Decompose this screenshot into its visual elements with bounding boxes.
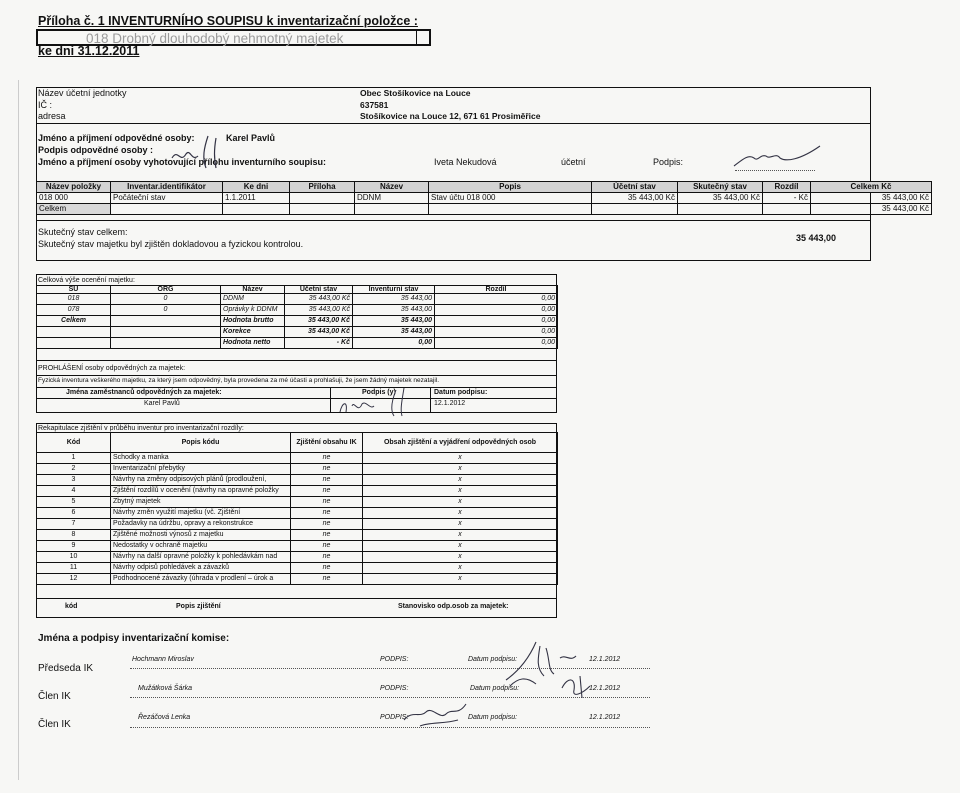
table-cell: ne (291, 486, 363, 497)
creator-role: účetní (561, 157, 586, 167)
col-header: Popis kódu (111, 433, 291, 453)
table-row (37, 541, 558, 552)
table-cell (37, 338, 111, 349)
decl-date: 12.1.2012 (434, 400, 466, 407)
ic-value: 637581 (360, 100, 389, 110)
table-cell: x (363, 497, 558, 508)
table-cell (111, 338, 221, 349)
table-cell: Zbytný majetek (111, 497, 291, 508)
table-row (37, 574, 558, 585)
col-header: Rozdíl (763, 182, 811, 193)
col-header: Popis (429, 182, 592, 193)
col-header: Zjištění obsahu IK (291, 433, 363, 453)
table-cell: 1.1.2011 (223, 193, 290, 204)
table-cell: 0,00 (435, 338, 558, 349)
table-cell: DDNM (221, 294, 285, 305)
col-header: Kód (37, 433, 111, 453)
table-cell: 35 443,00 (353, 316, 435, 327)
table-cell: 12 (37, 574, 111, 585)
creator-sign-label: Podpis: (653, 157, 684, 167)
table-cell: 35 443,00 (353, 327, 435, 338)
unit-name-value: Obec Stošíkovice na Louce (360, 88, 471, 98)
document-title: Příloha č. 1 INVENTURNÍHO SOUPISU k inventarizační položce : (38, 14, 418, 28)
table-row (37, 338, 558, 349)
table-cell: Schodky a manka (111, 453, 291, 464)
table-cell: 3 (37, 475, 111, 486)
table-cell: 0 (111, 305, 221, 316)
table-cell: DDNM (355, 193, 429, 204)
table-cell: Hodnota brutto (221, 316, 285, 327)
table-cell: 35 443,00 Kč (285, 305, 353, 316)
table-cell: 0,00 (435, 327, 558, 338)
address-label: adresa (38, 111, 66, 121)
table-cell: 35 443,00 Kč (592, 193, 678, 204)
table-cell (37, 327, 111, 338)
table-cell: x (363, 574, 558, 585)
table-cell: Korekce (221, 327, 285, 338)
declaration-title: PROHLÁŠENÍ osoby odpovědných za majetek: (38, 365, 186, 372)
total-label: Celkem (37, 204, 111, 215)
member-role: Člen IK (38, 719, 71, 730)
table-cell: Nedostatky v ochraně majetku (111, 541, 291, 552)
member-role: Člen IK (38, 691, 71, 702)
member-date: 12.1.2012 (589, 714, 621, 721)
table-cell: x (363, 530, 558, 541)
recap-footer-opinion: Stanovisko odp.osob za majetek: (398, 603, 509, 610)
table-cell: Celkem (37, 316, 111, 327)
table-cell: 0,00 (435, 305, 558, 316)
table-row (37, 486, 558, 497)
table-cell: x (363, 519, 558, 530)
table-cell: 1 (37, 453, 111, 464)
recap-table (36, 432, 558, 585)
member1-signature (506, 668, 616, 702)
table-cell: 35 443,00 Kč (285, 316, 353, 327)
table-cell: 35 443,00 (353, 294, 435, 305)
col-header: Název (221, 286, 285, 294)
creator-label: Jméno a příjmení osoby vyhotovující přílohu inventurního soupisu: (38, 157, 327, 167)
table-cell: 0,00 (435, 316, 558, 327)
table-cell: 8 (37, 530, 111, 541)
ic-label: IČ : (38, 100, 53, 110)
table-row (37, 530, 558, 541)
table-cell: Zjištěné možnosti výnosů z majetku (111, 530, 291, 541)
col-header: Rozdíl (435, 286, 558, 294)
recap-footer-code: kód (65, 603, 78, 610)
table-cell: ne (291, 530, 363, 541)
main-inventory-table (36, 181, 932, 215)
member-date-label: Datum podpisu: (470, 685, 520, 692)
col-header: Název položky (37, 182, 111, 193)
actual-value: 35 443,00 (796, 233, 837, 243)
table-row (37, 552, 558, 563)
actual-label-1: Skutečný stav celkem: (38, 227, 128, 237)
col-header: Inventurní stav (353, 286, 435, 294)
member-date-label: Datum podpisu: (468, 714, 518, 721)
table-cell: x (363, 541, 558, 552)
responsible-name-label: Jméno a příjmení odpovědné osoby: (38, 133, 195, 143)
table-cell: 7 (37, 519, 111, 530)
table-cell: 0,00 (353, 338, 435, 349)
table-cell: Inventarizační přebytky (111, 464, 291, 475)
member-name: Hochmann Miroslav (132, 656, 194, 663)
member-sign-label: PODPIS: (380, 685, 409, 692)
decl-name: Karel Pavlů (144, 400, 180, 407)
table-row (37, 316, 558, 327)
table-row (37, 327, 558, 338)
recap-title: Rekapitulace zjištění v průběhu inventur pro inventarizační rozdíly: (38, 425, 244, 432)
table-cell (111, 327, 221, 338)
table-row (37, 464, 558, 475)
address-value: Stošíkovice na Louce 12, 671 61 Prosiměřice (360, 111, 541, 121)
creator-name: Iveta Nekudová (434, 157, 497, 167)
table-cell: 018 000 (37, 193, 111, 204)
col-header: Skutečný stav (678, 182, 763, 193)
member-date: 12.1.2012 (589, 685, 621, 692)
table-cell: 4 (37, 486, 111, 497)
table-row (37, 563, 558, 574)
table-cell: Požadavky na údržbu, opravy a rekonstrukce (111, 519, 291, 530)
actual-label-2: Skutečný stav majetku byl zjištěn dokladovou a fyzickou kontrolou. (38, 239, 304, 249)
table-cell: x (363, 508, 558, 519)
table-cell: ne (291, 453, 363, 464)
member-date-label: Datum podpisu: (468, 656, 518, 663)
table-cell: Návrhy na další opravné položky k pohledávkám nad (111, 552, 291, 563)
date-label: ke dni 31.12.2011 (38, 44, 140, 58)
creator-signature (730, 140, 830, 176)
table-cell: x (363, 552, 558, 563)
recap-footer-desc: Popis zjištění (176, 603, 221, 610)
table-cell: Zjištění rozdílů v ocenění (návrhy na opravné položky (111, 486, 291, 497)
recap-body (37, 453, 558, 585)
main-table-header-row (37, 182, 932, 193)
table-row (37, 294, 558, 305)
decl-col-names: Jména zaměstnanců odpovědných za majetek: (66, 389, 222, 396)
table-cell: 6 (37, 508, 111, 519)
table-cell: ne (291, 563, 363, 574)
table-cell: ne (291, 464, 363, 475)
table-cell: x (363, 475, 558, 486)
table-cell: x (363, 464, 558, 475)
col-header: Celkem Kč (811, 182, 932, 193)
table-row (37, 305, 558, 316)
table-cell: ne (291, 519, 363, 530)
col-header: Inventar.identifikátor (111, 182, 223, 193)
table-row (37, 475, 558, 486)
table-cell: 2 (37, 464, 111, 475)
table-cell: Hodnota netto (221, 338, 285, 349)
table-cell: Stav účtu 018 000 (429, 193, 592, 204)
declaration-signature (336, 386, 436, 418)
table-row (37, 193, 932, 204)
member-name: Řezáčová Lenka (138, 714, 191, 721)
table-row (37, 519, 558, 530)
table-cell: Návrhy změn využití majetku (vč. Zjištění (111, 508, 291, 519)
col-header: Účetní stav (592, 182, 678, 193)
table-cell: x (363, 563, 558, 574)
table-cell: 35 443,00 Kč (285, 327, 353, 338)
table-cell: ne (291, 541, 363, 552)
col-header: Příloha (290, 182, 355, 193)
total-row (37, 204, 932, 215)
table-cell: 0 (111, 294, 221, 305)
valuation-table (36, 285, 558, 349)
valuation-title: Celková výše ocenění majetku: (38, 277, 135, 284)
table-row (37, 453, 558, 464)
col-header: ORG (111, 286, 221, 294)
table-cell: 5 (37, 497, 111, 508)
member-name: Mužátková Šárka (138, 685, 193, 692)
member-role: Předseda IK (38, 663, 94, 674)
member-sign-label: PODPIS: (380, 656, 409, 663)
member-date: 12.1.2012 (589, 656, 621, 663)
decl-col-date: Datum podpisu: (434, 389, 488, 396)
table-cell: ne (291, 497, 363, 508)
table-cell: ne (291, 508, 363, 519)
table-cell: - Kč (763, 193, 811, 204)
unit-name-label: Název účetní jednotky (38, 88, 127, 98)
total-value: 35 443,00 Kč (811, 204, 932, 215)
table-cell: 35 443,00 Kč (678, 193, 763, 204)
member2-signature (400, 696, 476, 732)
table-cell: Podhodnocené závazky (úhrada v prodlení – úrok a (111, 574, 291, 585)
table-cell: Počáteční stav (111, 193, 223, 204)
col-header: SU (37, 286, 111, 294)
recap-header-row (37, 433, 558, 453)
table-cell: 0,00 (435, 294, 558, 305)
table-cell: 9 (37, 541, 111, 552)
table-cell: 35 443,00 (353, 305, 435, 316)
table-cell: 35 443,00 Kč (285, 294, 353, 305)
decl-col-signature: Podpis (y) (362, 389, 396, 396)
table-cell (290, 193, 355, 204)
valuation-header-row (37, 286, 558, 294)
table-cell: 11 (37, 563, 111, 574)
table-cell: x (363, 453, 558, 464)
responsible-signature (168, 128, 238, 172)
table-cell: Oprávky k DDNM (221, 305, 285, 316)
responsible-name-value: Karel Pavlů (226, 133, 276, 143)
table-cell: ne (291, 475, 363, 486)
table-cell: Návrhy na změny odpisových plánů (prodloužení, (111, 475, 291, 486)
table-cell: ne (291, 552, 363, 563)
table-row (37, 508, 558, 519)
table-cell (111, 316, 221, 327)
table-cell: x (363, 486, 558, 497)
col-header: Název (355, 182, 429, 193)
table-cell: - Kč (285, 338, 353, 349)
col-header: Obsah zjištění a vyjádření odpovědných osob (363, 433, 558, 453)
declaration-text: Fyzická inventura veškerého majetku, za který jsem odpovědný, byla provedena za mé účasti a prohlašuji, že jsem žádný majetek nezatajil. (38, 377, 440, 384)
table-row (37, 497, 558, 508)
table-cell: Návrhy odpisů pohledávek a závazků (111, 563, 291, 574)
table-cell: 018 (37, 294, 111, 305)
member-sign-label: PODPIS: (380, 714, 409, 721)
responsible-signature-label: Podpis odpovědné osoby : (38, 145, 154, 155)
table-cell: 078 (37, 305, 111, 316)
table-cell: ne (291, 574, 363, 585)
table-cell: 35 443,00 Kč (811, 193, 932, 204)
col-header: Ke dni (223, 182, 290, 193)
item-name: 018 Drobný dlouhodobý nehmotný majetek (86, 31, 344, 46)
commission-title: Jména a podpisy inventarizační komise: (38, 633, 230, 644)
col-header: Účetní stav (285, 286, 353, 294)
table-cell: 10 (37, 552, 111, 563)
